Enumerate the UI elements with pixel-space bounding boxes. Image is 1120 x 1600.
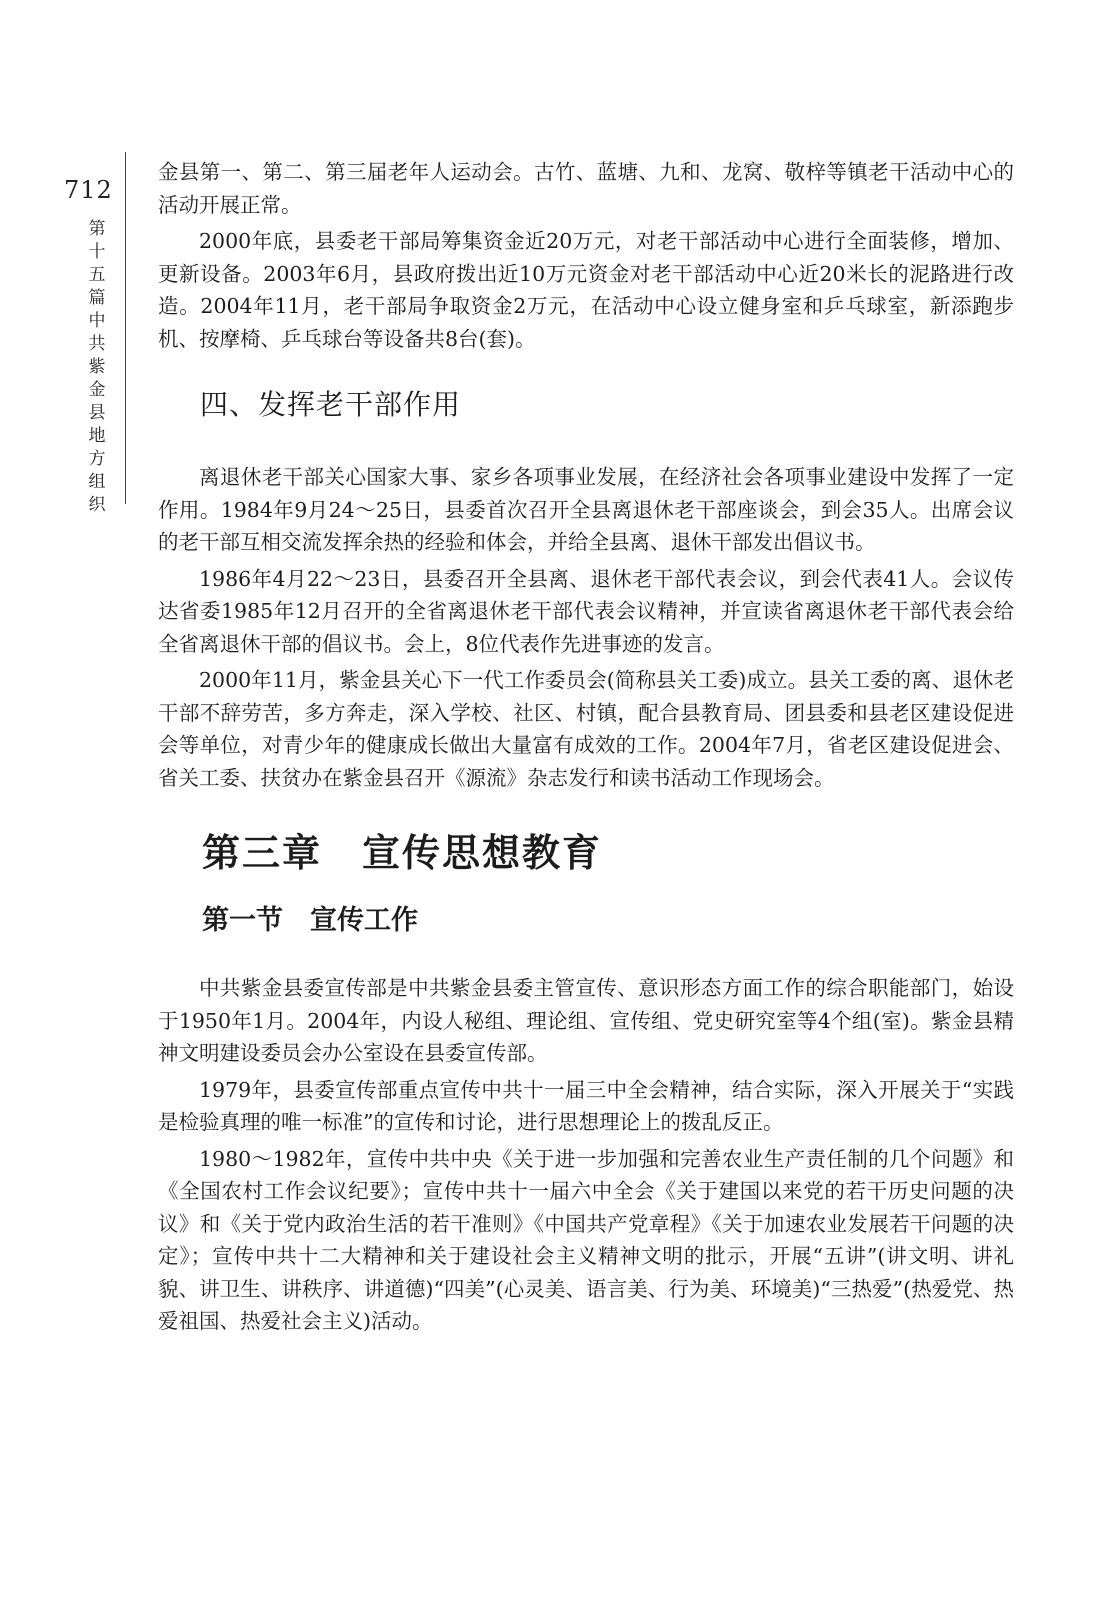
- section-heading: 第一节 宣传工作: [202, 905, 418, 936]
- paragraph: 2000年11月，紫金县关心下一代工作委员会(简称县关工委)成立。县关工委的离、退休老干部不辞劳苦，多方奔走，深入学校、社区、村镇，配合县教育局、团县委和县老区建设促进会等单位，对青少年的健康成长做出大量富有成效的工作。2004年7月，省老区建设促进会、省关工委、扶贫办在紫金县召开《源流》杂志发行和读书活动工作现场会。: [158, 668, 1014, 790]
- page-margin: [0, 0, 125, 520]
- paragraph: 金县第一、第二、第三届老年人运动会。古竹、蓝塘、九和、龙窝、敬梓等镇老干活动中心的活动开展正常。: [158, 160, 1014, 217]
- page-body: [158, 156, 1014, 1338]
- paragraph: 2000年底，县委老干部局筹集资金近20万元，对老干部活动中心进行全面装修，增加、更新设备。2003年6月，县政府拨出近10万元资金对老干部活动中心近20米长的泥路进行改造。2004年11月，老干部局争取资金2万元，在活动中心设立健身室和乒乓球室，新添跑步机、按摩椅、乒乓球台等设备共8台(套)。: [158, 229, 1014, 351]
- margin-rule: [125, 152, 126, 504]
- paragraph: 1986年4月22～23日，县委召开全县离、退休老干部代表会议，到会代表41人。会议传达省委1985年12月召开的全省离退休老干部代表会议精神，并宣读省离退休老干部代表会给全省离退休干部的倡议书。会上，8位代表作先进事迹的发言。: [158, 566, 1014, 656]
- sub-heading: 四、发挥老干部作用: [200, 388, 462, 421]
- running-head: 第十五篇 中共紫金县地方组织: [88, 219, 106, 515]
- chapter-heading: 第三章 宣传思想教育: [202, 831, 603, 875]
- paragraph: 离退休老干部关心国家大事、家乡各项事业发展，在经济社会各项事业建设中发挥了一定作用。1984年9月24～25日，县委首次召开全县离退休老干部座谈会，到会35人。出席会议的老干部互相交流发挥余热的经验和体会，并给全县离、退休干部发出倡议书。: [158, 465, 1014, 554]
- paragraph: 1979年，县委宣传部重点宣传中共十一届三中全会精神，结合实际，深入开展关于“实践是检验真理的唯一标准”的宣传和讨论，进行思想理论上的拨乱反正。: [158, 1077, 1014, 1134]
- paragraph: 1980～1982年，宣传中共中央《关于进一步加强和完善农业生产责任制的几个问题》和《全国农村工作会议纪要》；宣传中共十一届六中全会《关于建国以来党的若干历史问题的决议》和《关于党内政治生活的若干准则》《中国共产党章程》《关于加速农业发展若干问题的决定》；宣传中共十二大精神和关于建设社会主义精神文明的批示，开展“五讲”(讲文明、讲礼貌、讲卫生、讲秩序、讲道德)“四美”(心灵美、语言美、行为美、环境美)“三热爱”(热爱党、热爱祖国、热爱社会主义)活动。: [158, 1146, 1014, 1333]
- page-number: 712: [64, 176, 113, 204]
- paragraph: 中共紫金县委宣传部是中共紫金县委主管宣传、意识形态方面工作的综合职能部门，始设于1950年1月。2004年，内设人秘组、理论组、宣传组、党史研究室等4个组(室)。紫金县精神文明建设委员会办公室设在县委宣传部。: [158, 976, 1014, 1065]
